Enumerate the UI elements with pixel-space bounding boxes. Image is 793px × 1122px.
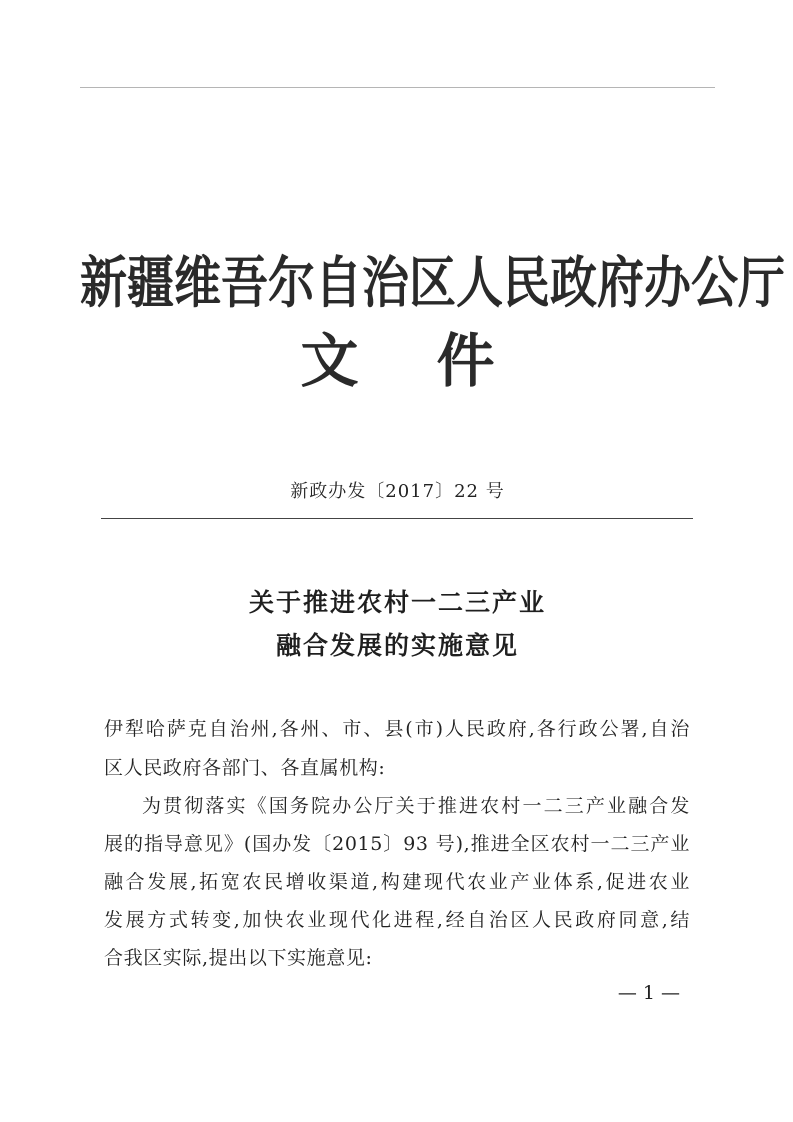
header-separator-rule xyxy=(101,518,693,519)
body-line-5: 融合发展,拓宽农民增收渠道,构建现代农业产业体系,促进农业 xyxy=(104,871,690,893)
body-line-4: 展的指导意见》(国办发〔2015〕93 号),推进全区农村一二三产业 xyxy=(104,833,690,855)
document-number: 新政办发〔2017〕22 号 xyxy=(290,481,505,502)
document-title-line-2: 融合发展的实施意见 xyxy=(275,631,519,660)
body-line-7: 合我区实际,提出以下实施意见: xyxy=(104,947,373,969)
page-number: — 1 — xyxy=(617,982,680,1004)
body-line-1: 伊犁哈萨克自治州,各州、市、县(市)人民政府,各行政公署,自治 xyxy=(104,718,690,740)
top-divider xyxy=(80,87,715,88)
body-line-6: 发展方式转变,加快农业现代化进程,经自治区人民政府同意,结 xyxy=(104,909,690,931)
body-line-3: 为贯彻落实《国务院办公厅关于推进农村一二三产业融合发 xyxy=(142,795,690,817)
document-title-line-1: 关于推进农村一二三产业 xyxy=(248,588,546,617)
document-label: 文件 xyxy=(300,327,573,395)
issuing-authority: 新疆维吾尔自治区人民政府办公厅 xyxy=(80,251,785,316)
body-line-2: 区人民政府各部门、各直属机构: xyxy=(104,757,386,779)
